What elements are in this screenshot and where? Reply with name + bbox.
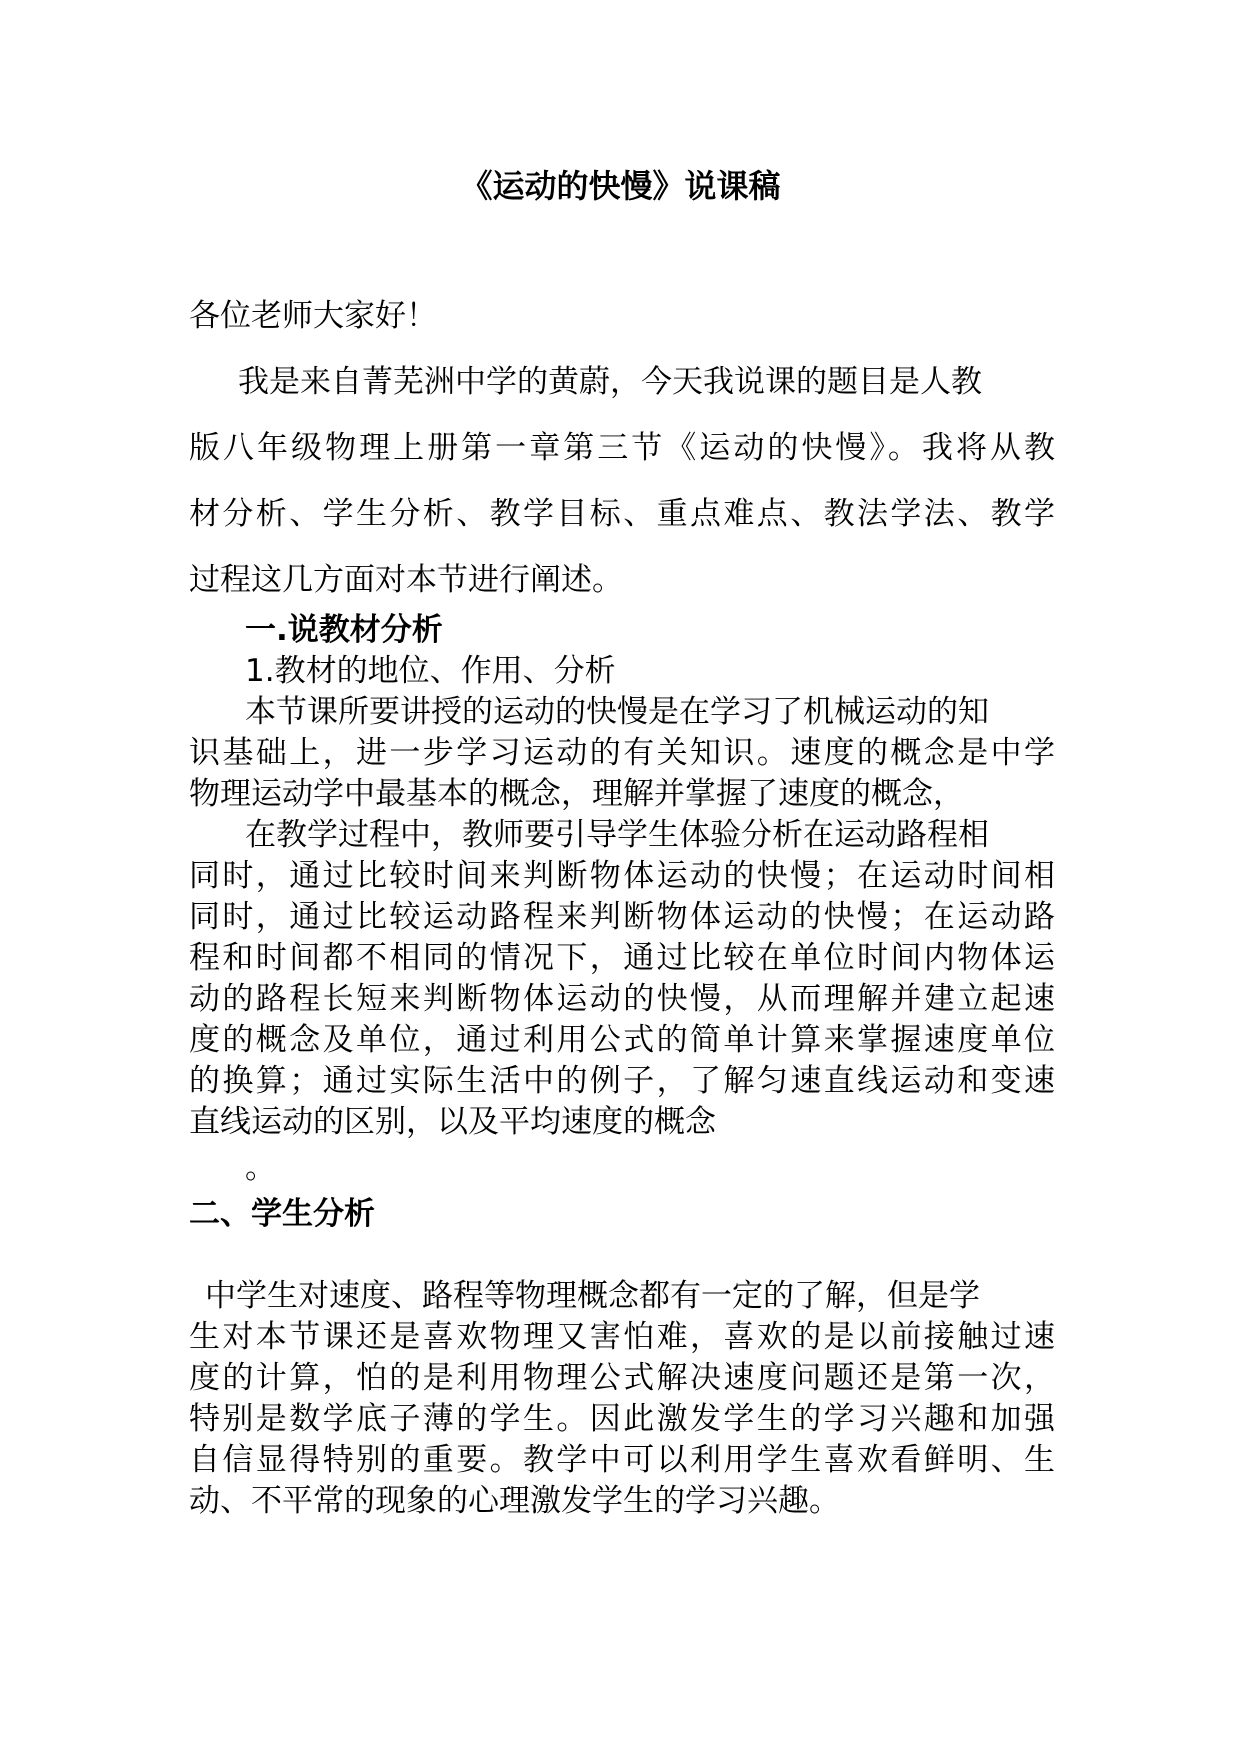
section2-para-line: 中学生对速度、路程等物理概念都有一定的了解，但是学 (205, 1278, 980, 1314)
section1-para2-line: 在教学过程中，教师要引导学生体验分析在运动路程相 (245, 817, 989, 853)
section1-para1-line: 识基础上，进一步学习运动的有关知识。速度的概念是中学 (189, 735, 1055, 771)
section1-para1-line: 本节课所要讲授的运动的快慢是在学习了机械运动的知 (245, 694, 989, 730)
intro-line: 材分析、学生分析、教学目标、重点难点、教法学法、教学 (189, 496, 1055, 532)
section1-para2-line: 动的路程长短来判断物体运动的快慢，从而理解并建立起速 (189, 981, 1055, 1017)
trailing-mark: 。 (245, 1150, 276, 1186)
section1-para2-line: 程和时间都不相同的情况下，通过比较在单位时间内物体运 (189, 940, 1055, 976)
section1-para2-line: 同时，通过比较时间来判断物体运动的快慢；在运动时间相 (189, 858, 1055, 894)
section2-para-line: 自信显得特别的重要。教学中可以利用学生喜欢看鲜明、生 (189, 1442, 1055, 1478)
section1-heading: 一.说教材分析 (245, 612, 443, 648)
section1-para2-line: 同时，通过比较运动路程来判断物体运动的快慢；在运动路 (189, 899, 1055, 935)
intro-line: 版八年级物理上册第一章第三节《运动的快慢》。我将从教 (189, 430, 1055, 466)
intro-line: 我是来自菁芜洲中学的黄蔚，今天我说课的题目是人教 (238, 364, 982, 400)
document-title: 《运动的快慢》说课稿 (460, 167, 781, 205)
section2-para-line: 生对本节课还是喜欢物理又害怕难，喜欢的是以前接触过速 (189, 1319, 1055, 1355)
section1-para2-line: 度的概念及单位，通过利用公式的简单计算来掌握速度单位 (189, 1022, 1055, 1058)
intro-line: 过程这几方面对本节进行阐述。 (189, 562, 623, 598)
section1-subheading: 1.教材的地位、作用、分析 (245, 653, 616, 689)
section1-para2-line: 直线运动的区别，以及平均速度的概念 (189, 1104, 716, 1140)
section2-para-line: 特别是数学底子薄的学生。因此激发学生的学习兴趣和加强 (189, 1401, 1055, 1437)
section2-para-line: 动、不平常的现象的心理激发学生的学习兴趣。 (189, 1483, 840, 1519)
section1-para1-line: 物理运动学中最基本的概念，理解并掌握了速度的概念， (189, 776, 964, 812)
greeting: 各位老师大家好！ (189, 298, 437, 334)
section2-para-line: 度的计算，怕的是利用物理公式解决速度问题还是第一次， (189, 1360, 1055, 1396)
section2-heading: 二、学生分析 (189, 1196, 375, 1232)
section1-para2-line: 的换算；通过实际生活中的例子，了解匀速直线运动和变速 (189, 1063, 1055, 1099)
